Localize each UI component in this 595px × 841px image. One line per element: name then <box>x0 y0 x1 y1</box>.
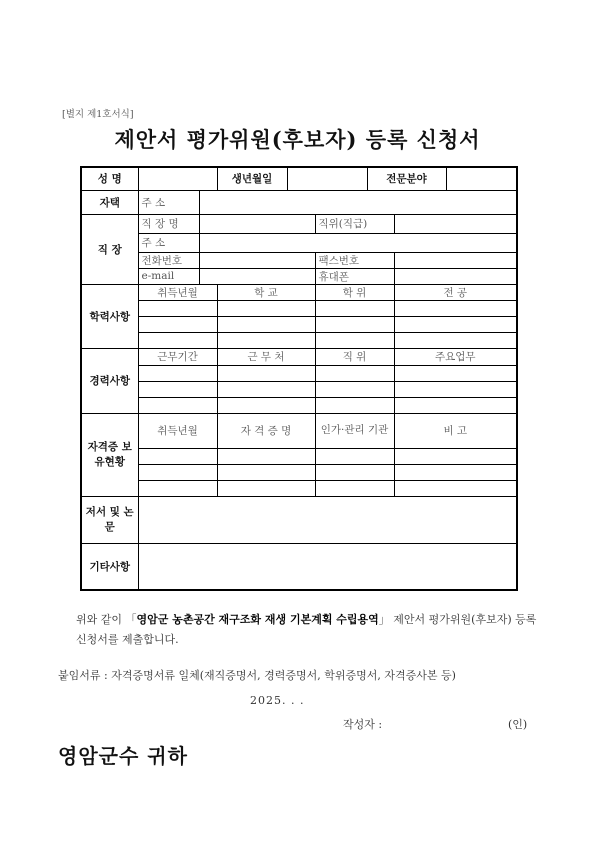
mobile-label: 휴대폰 <box>315 268 394 284</box>
birth-field[interactable] <box>287 167 367 190</box>
edu-cell[interactable] <box>217 332 315 348</box>
edu-col-major: 전 공 <box>394 284 517 300</box>
edu-col-degree: 학 위 <box>315 284 394 300</box>
career-cell[interactable] <box>138 397 217 413</box>
edu-cell[interactable] <box>217 300 315 316</box>
career-cell[interactable] <box>217 365 315 381</box>
application-form-table <box>80 166 518 591</box>
career-col-employer: 근 무 처 <box>217 348 315 365</box>
fax-label: 팩스번호 <box>315 252 394 268</box>
edu-cell[interactable] <box>217 316 315 332</box>
edu-cell[interactable] <box>394 316 517 332</box>
edu-cell[interactable] <box>315 332 394 348</box>
edu-col-school: 학 교 <box>217 284 315 300</box>
cert-col-name: 자 격 증 명 <box>217 413 315 448</box>
phone-label: 전화번호 <box>138 252 199 268</box>
home-label: 자택 <box>81 190 138 214</box>
name-field[interactable] <box>138 167 217 190</box>
form-number-tag: [별지 제1호서식] <box>62 109 134 120</box>
work-name-label: 직 장 명 <box>138 214 199 233</box>
email-field[interactable] <box>199 268 315 284</box>
work-address-label: 주 소 <box>138 233 199 252</box>
career-cell[interactable] <box>394 397 517 413</box>
career-cell[interactable] <box>315 397 394 413</box>
document-title: 제안서 평가위원(후보자) 등록 신청서 <box>114 127 481 152</box>
seal-mark: (인) <box>508 718 528 731</box>
home-address-field[interactable] <box>199 190 517 214</box>
etc-label: 기타사항 <box>81 543 138 590</box>
cert-cell[interactable] <box>138 480 217 496</box>
mobile-field[interactable] <box>394 268 517 284</box>
career-cell[interactable] <box>138 365 217 381</box>
phone-field[interactable] <box>199 252 315 268</box>
papers-field[interactable] <box>138 496 517 543</box>
papers-label: 저서 및 논문 <box>81 496 138 543</box>
writer-label: 작성자 : <box>343 718 383 731</box>
cert-label: 자격증 보유현황 <box>81 413 138 496</box>
cert-cell[interactable] <box>217 464 315 480</box>
declaration-prefix: 위와 같이 「 <box>76 613 137 626</box>
career-cell[interactable] <box>217 381 315 397</box>
email-label: e-mail <box>138 268 199 284</box>
cert-cell[interactable] <box>217 480 315 496</box>
career-cell[interactable] <box>394 365 517 381</box>
project-name: 영암군 농촌공간 재구조화 재생 기본계획 수립용역 <box>136 613 379 626</box>
career-col-period: 근무기간 <box>138 348 217 365</box>
edu-cell[interactable] <box>394 332 517 348</box>
edu-cell[interactable] <box>138 332 217 348</box>
cert-col-authority: 인가·관리 기관 <box>315 413 394 448</box>
declaration-suffix: 」 제안서 평가위원(후보자) 등록 신청서를 제출합니다. <box>76 613 537 646</box>
edu-cell[interactable] <box>394 300 517 316</box>
cert-cell[interactable] <box>138 448 217 464</box>
cert-cell[interactable] <box>394 480 517 496</box>
fax-field[interactable] <box>394 252 517 268</box>
cert-cell[interactable] <box>315 464 394 480</box>
edu-col-date: 취득년월 <box>138 284 217 300</box>
edu-cell[interactable] <box>138 316 217 332</box>
etc-field[interactable] <box>138 543 517 590</box>
career-col-position: 직 위 <box>315 348 394 365</box>
cert-col-date: 취득년월 <box>138 413 217 448</box>
work-name-field[interactable] <box>199 214 315 233</box>
cert-cell[interactable] <box>394 464 517 480</box>
field-label: 전문분야 <box>367 167 446 190</box>
cert-cell[interactable] <box>217 448 315 464</box>
edu-cell[interactable] <box>138 300 217 316</box>
cert-cell[interactable] <box>315 448 394 464</box>
position-label: 직위(직급) <box>315 214 394 233</box>
home-address-label: 주 소 <box>138 190 199 214</box>
addressee: 영암군수 귀하 <box>58 744 188 768</box>
career-cell[interactable] <box>315 365 394 381</box>
career-cell[interactable] <box>315 381 394 397</box>
education-label: 학력사항 <box>81 284 138 348</box>
declaration-text <box>76 610 546 650</box>
position-field[interactable] <box>394 214 517 233</box>
work-label: 직 장 <box>81 214 138 284</box>
career-cell[interactable] <box>138 381 217 397</box>
cert-col-note: 비 고 <box>394 413 517 448</box>
work-address-field[interactable] <box>199 233 517 252</box>
birth-label: 생년월일 <box>217 167 287 190</box>
career-col-duty: 주요업무 <box>394 348 517 365</box>
submission-date: 2025. . . <box>250 694 305 707</box>
career-label: 경력사항 <box>81 348 138 413</box>
cert-cell[interactable] <box>138 464 217 480</box>
cert-cell[interactable] <box>394 448 517 464</box>
career-cell[interactable] <box>394 381 517 397</box>
career-cell[interactable] <box>217 397 315 413</box>
cert-cell[interactable] <box>315 480 394 496</box>
edu-cell[interactable] <box>315 300 394 316</box>
name-label: 성 명 <box>81 167 138 190</box>
attachment-note: 붙임서류 : 자격증명서류 일체(재직증명서, 경력증명서, 학위증명서, 자격증사본 등) <box>58 669 456 682</box>
field-value[interactable] <box>446 167 517 190</box>
edu-cell[interactable] <box>315 316 394 332</box>
